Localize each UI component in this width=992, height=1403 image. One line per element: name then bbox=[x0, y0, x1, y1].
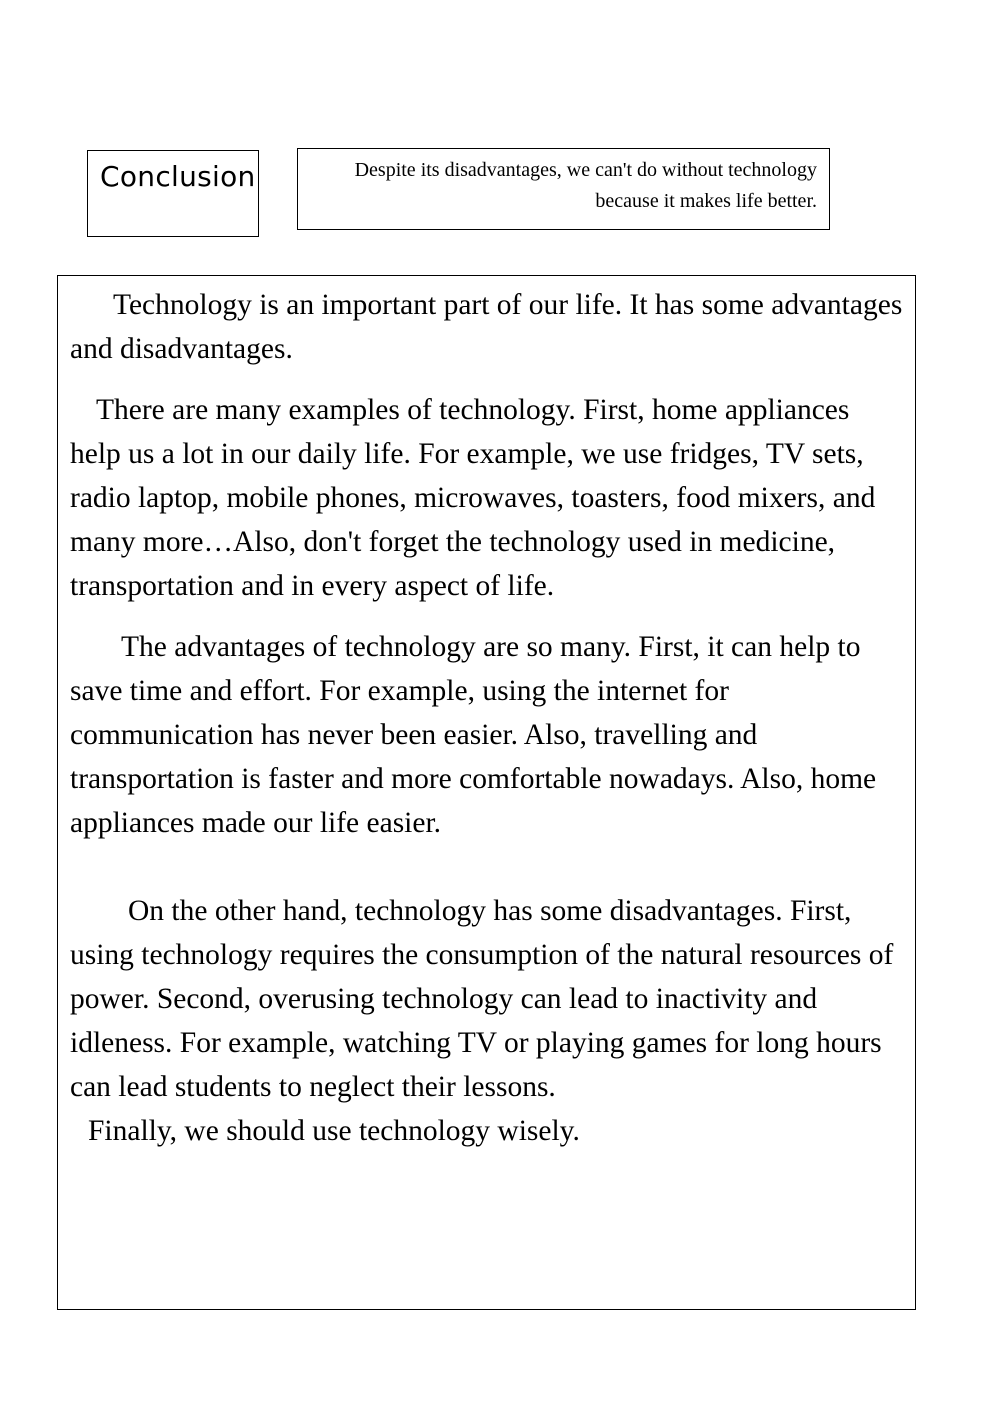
section-label: Conclusion bbox=[100, 160, 256, 193]
essay-box bbox=[57, 275, 916, 1310]
essay-conclusion-paragraph: Finally, we should use technology wisely. bbox=[88, 1115, 580, 1147]
section-summary: Despite its disadvantages, we can't do without technology because it makes life better. bbox=[354, 159, 817, 212]
essay-advantages-paragraph: The advantages of technology are so many. First, it can help to save time and effort. For example, using the internet for communication has never been easier. Also, travelling and transportation is faster and more comfortable nowadays. Also, home appliances made our life easier. bbox=[70, 631, 877, 839]
section-summary-box bbox=[297, 148, 830, 230]
essay-disadvantages-paragraph: On the other hand, technology has some disadvantages. First, using technology requires the consumption of the natural resources of power. Second, overusing technology can lead to inactivity and idleness. For example, watching TV or playing games for long hours can lead students to neglect their lessons. bbox=[70, 895, 894, 1103]
essay-introduction-paragraph: Technology is an important part of our life. It has some advantages and disadvantages. bbox=[70, 289, 903, 365]
essay-examples-paragraph: There are many examples of technology. First, home appliances help us a lot in our daily life. For example, we use fridges, TV sets, radio laptop, mobile phones, microwaves, toasters, food mixers, and many more…Also, don't forget the technology used in medicine, transportation and in every aspect of life. bbox=[70, 394, 876, 602]
section-label-box bbox=[87, 150, 259, 237]
